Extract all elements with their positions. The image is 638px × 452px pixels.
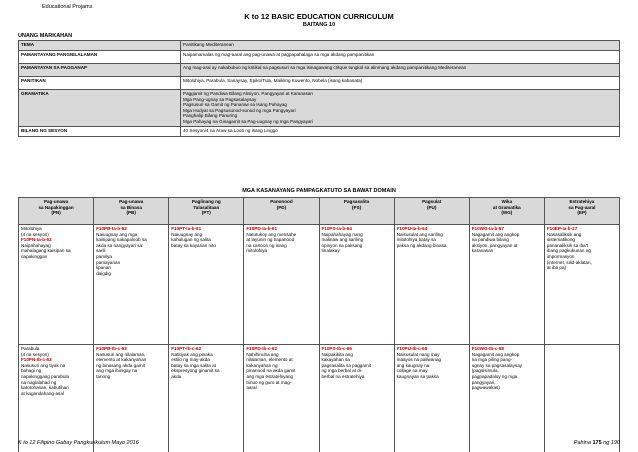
competency-text: napakinggan bbox=[21, 253, 48, 259]
competency-text: opinyon sa paksang bbox=[321, 242, 363, 248]
top-left-label: Educational Projams bbox=[42, 4, 93, 10]
domain-header: Pag-unawa sa Napakinggan (PN) bbox=[19, 198, 94, 225]
page-suffix: ng 190 bbox=[603, 440, 620, 446]
domain-header-row bbox=[19, 198, 620, 225]
competency-code: F10PN-Ib-c-63 bbox=[21, 357, 52, 363]
competency-code: F10PD-Ia-b-61 bbox=[246, 226, 278, 231]
competency-cell bbox=[19, 345, 94, 452]
competency-text: estilo ng may-akda bbox=[171, 357, 210, 363]
competency-code: F10PD-Ib-c-62 bbox=[246, 346, 278, 351]
section-title: UNANG MARKAHAN bbox=[18, 33, 73, 39]
domain-header: Pag-unawa sa Binasa (PB) bbox=[94, 198, 169, 225]
competency-text: at iba pa) bbox=[546, 265, 567, 271]
competency-cell bbox=[244, 345, 319, 452]
competency-text: (pagsisimula, bbox=[471, 368, 499, 374]
domain-header: Paglinang ng Talasalitaan (PT) bbox=[169, 198, 244, 225]
competency-text: Naipahahayag bbox=[21, 242, 51, 248]
info-row bbox=[19, 77, 620, 90]
competency-text: pinanood na akda gamit bbox=[246, 368, 296, 374]
info-value: Ang mag-aral ay nakabubuo ng kritikal na pagsusuri sa mga isinagawang critque tungkol sa alinmang akdang pampanitikang Mediteranean bbox=[181, 64, 620, 77]
document-title: K to 12 BASIC EDUCATION CURRICULUM bbox=[244, 12, 394, 21]
competency-text: paksa ng akdang binasa bbox=[396, 242, 447, 248]
competency-table bbox=[18, 197, 620, 452]
competency-text: napakinggang parabula bbox=[21, 373, 70, 379]
competency-text: akda sa nangyayari sa: bbox=[96, 242, 144, 248]
grammar-line: Paggamit ng Pandiwa Bilang Aksiyon, Pangyayari at Karanasan bbox=[183, 91, 313, 96]
competency-cell bbox=[394, 225, 469, 345]
competency-code: F10PB-Ib-c-63 bbox=[96, 346, 127, 351]
competency-code: F10PB-Ia-b-62 bbox=[96, 226, 127, 231]
competency-code: F10WG-Ia-b-57 bbox=[471, 226, 504, 231]
competency-text: ibang pagkukunan ng bbox=[546, 248, 591, 254]
domain-header: Estratehiya sa Pag-aaral (EP) bbox=[544, 198, 619, 225]
competency-code: F10PU-Ib-c-65 bbox=[396, 346, 428, 351]
competency-text: pangyayari, bbox=[471, 379, 496, 385]
competency-cell bbox=[94, 225, 169, 345]
domain-header: Panonood (PD) bbox=[244, 198, 319, 225]
competency-code: F10PS-Ia-b-64 bbox=[321, 226, 352, 231]
info-value: Naipamamalas ng mag-aaral ang pag-unawa at pagpapahalaga sa mga akdang pampanitikan bbox=[181, 51, 620, 64]
competency-code: F10PU-Ia-b-64 bbox=[396, 226, 428, 231]
competency-text: Nagagamit ang angkop bbox=[471, 231, 520, 237]
competency-cell bbox=[469, 345, 544, 452]
competency-text: ang mga estratehiyang bbox=[246, 373, 294, 379]
info-value: 40 Sesyon/4 na Araw sa Loob ng isang Linggo bbox=[181, 126, 620, 136]
footer-page bbox=[574, 440, 620, 446]
competency-code: F10PN-Ia-b-62 bbox=[21, 237, 52, 243]
competency-cell bbox=[94, 345, 169, 452]
competency-text: Nagagamit ang angkop bbox=[471, 351, 520, 357]
info-value: Mitolohiya, Parabula, Sanaysay, Epiko/Tula, Maikling Kuwento, Nobela (isang kabanata) bbox=[181, 77, 620, 90]
competency-text: ugnay sa pagsasalaysay bbox=[471, 362, 523, 368]
competency-text: lipunan bbox=[96, 265, 111, 271]
lesson-label: Parabula bbox=[21, 346, 40, 351]
competency-text: mahalagang kaisipan sa bbox=[21, 248, 71, 254]
competency-text: mitolohiya bbox=[246, 248, 268, 254]
lesson-label: (4 na sesyon) bbox=[21, 231, 49, 237]
competency-text: maayos na paliwanag bbox=[396, 357, 442, 363]
competency-text: Naiuugnay ang mga bbox=[96, 231, 138, 237]
competency-cell bbox=[544, 345, 619, 452]
competency-cell bbox=[544, 225, 619, 345]
competency-code: F10EP-Ia-b-27 bbox=[546, 226, 578, 231]
grammar-line: Mga Pang-ugnay sa Pagsasalaysay bbox=[183, 96, 257, 102]
info-row bbox=[19, 126, 620, 136]
info-label: PAMANTAYANG PANGNILALAMAN bbox=[19, 51, 181, 64]
competency-text: kakayahan sa bbox=[321, 357, 350, 363]
competency-text: tanong bbox=[96, 373, 111, 379]
info-value: Panitikang Mediteranean bbox=[181, 41, 620, 51]
footer-left: K to 12 Filipino Gabay Pangkurikulum Mayo 2016 bbox=[18, 440, 139, 446]
competency-text: na cartoon ng isang bbox=[246, 242, 287, 248]
competency-text: katotohanan, kabutihan bbox=[21, 385, 69, 391]
competency-text: Nasasaliksik ang bbox=[546, 231, 582, 237]
competency-cell bbox=[469, 225, 544, 345]
lesson-label: Mitolohiya bbox=[21, 226, 42, 231]
competency-row bbox=[19, 225, 620, 345]
grammar-line: Pagsusuri sa Gamit ng Panaraw sa Isang Pahayag bbox=[183, 102, 287, 108]
competency-text: tinalakay bbox=[321, 248, 340, 254]
competency-text: bahagi ng bbox=[21, 368, 42, 374]
competency-text: Naisusulat nang may bbox=[396, 351, 440, 357]
competency-text: Nahihinuha ang bbox=[246, 351, 279, 357]
competency-text: Natutukoy ang mensahe bbox=[246, 231, 297, 237]
competency-text: elemento at kakanyahan bbox=[96, 357, 147, 363]
competency-cell bbox=[319, 345, 394, 452]
grammar-line: Mga Pahayag na Ginagamit sa Pag-uugnay ng mga Pangyayari bbox=[183, 118, 313, 124]
info-row bbox=[19, 41, 620, 51]
competency-text: kaisipang nakapaloob sa bbox=[96, 237, 147, 243]
competency-text: kakanyahan ng bbox=[246, 362, 278, 368]
info-table bbox=[18, 40, 620, 137]
competency-text: berbal na estratehiya bbox=[321, 373, 365, 379]
competency-text: ng binasang akda gamit bbox=[96, 362, 145, 368]
competency-text: ang kaugnay na bbox=[396, 362, 430, 368]
competency-cell bbox=[169, 225, 244, 345]
info-row bbox=[19, 90, 620, 127]
info-value bbox=[181, 90, 620, 127]
competency-text: ang mga ibinigay na bbox=[96, 368, 138, 374]
competency-text: pagwawakas) bbox=[471, 385, 500, 391]
competency-text: (internet, silid-aklatan, bbox=[546, 259, 592, 265]
competency-text: Naipakikita ang bbox=[321, 351, 353, 357]
lesson-label: (4 na sesyon) bbox=[21, 351, 49, 357]
domain-header: Pagsulat (PU) bbox=[394, 198, 469, 225]
info-label: PAMANTAYAN SA PAGGANAP bbox=[19, 64, 181, 77]
competency-text: pamilya bbox=[96, 253, 112, 259]
info-label: PANITIKAN bbox=[19, 77, 181, 90]
competency-code: F10PS-Ib-c-65 bbox=[321, 346, 352, 351]
competency-text: pamayanan bbox=[96, 259, 121, 265]
competency-text: Nasusuri ang nilalaman, bbox=[96, 351, 146, 357]
grammar-line: Mga Hudyat sa Pagsusunod-sunod ng mga Pangyayari bbox=[183, 107, 296, 113]
competency-cell bbox=[19, 225, 94, 345]
competency-text: na naglalahad ng bbox=[21, 379, 57, 385]
info-label: BILANG NG SESYON bbox=[19, 126, 181, 136]
competency-text: Naisusulat ang sariling bbox=[396, 231, 443, 237]
competency-text: sistematikong bbox=[546, 237, 575, 243]
competency-text: Naipahahayag nang bbox=[321, 231, 363, 237]
competency-text: collage na may bbox=[396, 368, 428, 374]
info-label: TEMA bbox=[19, 41, 181, 51]
competency-cell bbox=[319, 225, 394, 345]
competency-code: F10PT-Ib-c-62 bbox=[171, 346, 202, 351]
competency-text: sarili bbox=[96, 248, 106, 254]
competency-text: na mga piling pang- bbox=[471, 357, 513, 363]
competency-text: Naiuugnay ang bbox=[171, 231, 203, 237]
info-row bbox=[19, 51, 620, 64]
info-row bbox=[19, 64, 620, 77]
grammar-line: Panghalip Bilang Panuring bbox=[183, 113, 238, 119]
competency-text: daigdig bbox=[96, 270, 111, 276]
info-label: GRAMATIKA bbox=[19, 90, 181, 127]
competency-text: akda bbox=[171, 373, 182, 379]
competency-row bbox=[19, 345, 620, 452]
competency-code: F10WG-Ib-c-58 bbox=[471, 346, 504, 351]
competency-text: malinaw ang sariling bbox=[321, 237, 364, 243]
page-prefix: Pahina bbox=[573, 440, 591, 446]
document-subtitle: BAITANG 10 bbox=[302, 22, 336, 28]
competency-text: batay sa kayarian nito bbox=[171, 242, 216, 248]
competency-cell bbox=[394, 345, 469, 452]
competency-text: ekspresyong ginamit sa bbox=[171, 368, 220, 374]
competency-text: kahulugan ng salita bbox=[171, 237, 211, 243]
competency-text: aaral bbox=[246, 385, 257, 391]
competency-text: pagpapadaloy ng mga bbox=[471, 373, 518, 379]
competency-text: impormasyon bbox=[546, 253, 575, 259]
competency-text: aksiyon, pangyayari at bbox=[471, 242, 518, 248]
competency-text: binuo ng guro at mag- bbox=[246, 379, 292, 385]
domain-section-title: MGA KASANAYANG PAMPAGKATUTO SA BAWAT DOMAIN bbox=[242, 188, 396, 194]
competency-text: na pandiwa bilang bbox=[471, 237, 509, 243]
competency-text: mitolohiya batay sa bbox=[396, 237, 436, 243]
competency-cell bbox=[169, 345, 244, 452]
competency-text: at kagandahang-asal bbox=[21, 390, 64, 396]
competency-text: kaugnayan sa paksa bbox=[396, 373, 439, 379]
domain-header: Wika at Gramatika (WG) bbox=[469, 198, 544, 225]
competency-code: F10PT-Ia-b-61 bbox=[171, 226, 202, 231]
competency-text: nilalaman, elemento at bbox=[246, 357, 293, 363]
competency-text: pananaliksik sa iba't bbox=[546, 242, 588, 248]
competency-text: ng mga berbal at di- bbox=[321, 368, 363, 374]
competency-text: at layunin ng napanood bbox=[246, 237, 295, 243]
competency-cell bbox=[244, 225, 319, 345]
competency-text: Nasusuri ang tiyak na bbox=[21, 362, 66, 368]
competency-text: karanasan bbox=[471, 248, 494, 254]
competency-text: Natitiyak ang pinaka bbox=[171, 351, 213, 357]
domain-header: Pagsasalita (PS) bbox=[319, 198, 394, 225]
competency-text: pagsasalita sa paggamit bbox=[321, 362, 372, 368]
page-number: 175 bbox=[592, 440, 602, 446]
competency-text: batay sa mga salita at bbox=[171, 362, 216, 368]
